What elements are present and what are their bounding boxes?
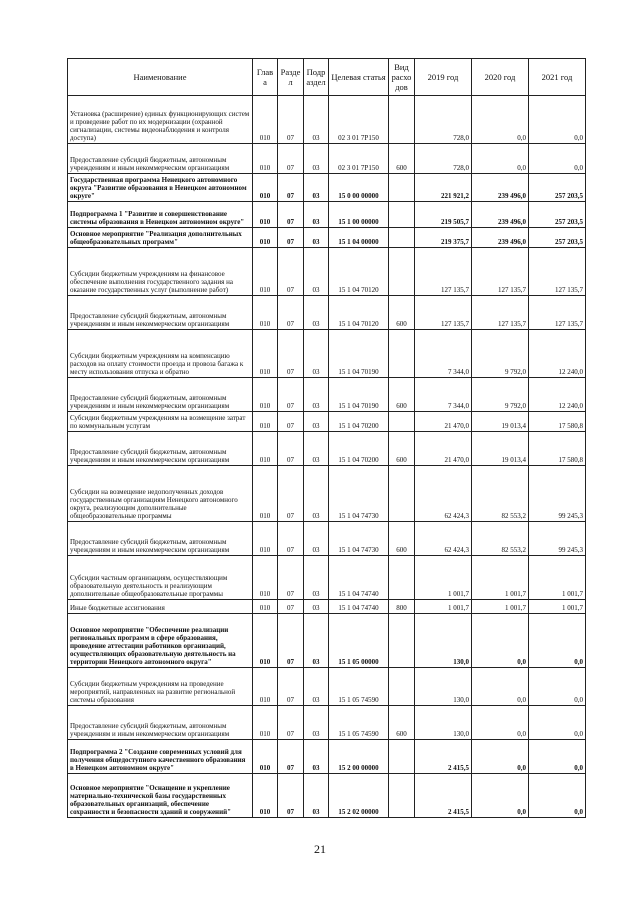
cell-y2019: 130,0 <box>415 614 472 668</box>
cell-name: Субсидии на возмещение недополученных доходов государственным организациям Ненецкого автономного округа, реализующим дополнительные общеобразовательные программы <box>68 466 253 522</box>
cell-y2019: 62 424,3 <box>415 466 472 522</box>
cell-glava: 010 <box>253 522 278 556</box>
cell-name: Субсидии частным организациям, осуществляющим образовательную деятельность и реализующим дополнительные общеобразовательные программы <box>68 556 253 600</box>
table-row <box>68 174 586 202</box>
table-row <box>68 556 586 600</box>
cell-vid: 800 <box>389 600 415 614</box>
cell-vid <box>389 740 415 774</box>
cell-podrazdel: 03 <box>304 144 329 174</box>
cell-target: 15 1 04 00000 <box>329 228 389 248</box>
cell-name: Предоставление субсидий бюджетным, автономным учреждениям и иным некоммерческим организациям <box>68 432 253 466</box>
cell-y2019: 7 344,0 <box>415 378 472 412</box>
cell-podrazdel: 03 <box>304 412 329 432</box>
cell-razdel: 07 <box>278 378 304 412</box>
table-row <box>68 706 586 740</box>
cell-name: Установка (расширение) единых функционирующих систем и проведение работ по их модернизации (охранной сигнализации, системы видеонаблюдения и контроля доступа) <box>68 96 253 144</box>
table-row <box>68 144 586 174</box>
cell-y2019: 1 001,7 <box>415 556 472 600</box>
cell-vid <box>389 412 415 432</box>
cell-vid <box>389 614 415 668</box>
cell-razdel: 07 <box>278 228 304 248</box>
cell-podrazdel: 03 <box>304 330 329 378</box>
cell-razdel: 07 <box>278 96 304 144</box>
cell-y2020: 0,0 <box>472 96 529 144</box>
cell-y2020: 127 135,7 <box>472 248 529 296</box>
cell-target: 02 3 01 7Р150 <box>329 96 389 144</box>
budget-table <box>67 58 586 818</box>
cell-y2020: 9 792,0 <box>472 330 529 378</box>
table-row <box>68 774 586 818</box>
cell-name: Основное мероприятие "Оснащение и укрепление материально-технической базы государственных образовательных организаций, обеспечение сохранности и безопасности зданий и сооружений" <box>68 774 253 818</box>
cell-razdel: 07 <box>278 174 304 202</box>
cell-target: 15 1 04 74730 <box>329 466 389 522</box>
cell-name: Субсидии бюджетным учреждениям на проведение мероприятий, направленных на развитие региональной системы образования <box>68 668 253 706</box>
cell-y2021: 127 135,7 <box>529 248 586 296</box>
cell-y2021: 0,0 <box>529 614 586 668</box>
table-row <box>68 330 586 378</box>
cell-y2020: 1 001,7 <box>472 600 529 614</box>
cell-vid <box>389 96 415 144</box>
cell-glava: 010 <box>253 466 278 522</box>
cell-podrazdel: 03 <box>304 174 329 202</box>
cell-y2020: 19 013,4 <box>472 432 529 466</box>
cell-podrazdel: 03 <box>304 706 329 740</box>
cell-vid <box>389 330 415 378</box>
cell-razdel: 07 <box>278 774 304 818</box>
cell-target: 15 1 04 74740 <box>329 556 389 600</box>
cell-razdel: 07 <box>278 600 304 614</box>
header-2021: 2021 год <box>529 59 586 96</box>
header-target: Целевая статья <box>329 59 389 96</box>
cell-y2020: 82 553,2 <box>472 466 529 522</box>
cell-target: 15 2 00 00000 <box>329 740 389 774</box>
cell-podrazdel: 03 <box>304 432 329 466</box>
cell-target: 15 1 05 74590 <box>329 668 389 706</box>
cell-target: 15 1 05 74590 <box>329 706 389 740</box>
cell-vid: 600 <box>389 144 415 174</box>
header-name: Наименование <box>68 59 253 96</box>
cell-y2019: 62 424,3 <box>415 522 472 556</box>
cell-y2019: 2 415,5 <box>415 740 472 774</box>
table-row <box>68 412 586 432</box>
cell-y2021: 0,0 <box>529 740 586 774</box>
cell-vid <box>389 668 415 706</box>
cell-razdel: 07 <box>278 432 304 466</box>
cell-razdel: 07 <box>278 466 304 522</box>
cell-target: 15 0 00 00000 <box>329 174 389 202</box>
cell-podrazdel: 03 <box>304 248 329 296</box>
cell-razdel: 07 <box>278 668 304 706</box>
cell-vid <box>389 202 415 228</box>
cell-podrazdel: 03 <box>304 296 329 330</box>
cell-y2019: 728,0 <box>415 144 472 174</box>
cell-glava: 010 <box>253 432 278 466</box>
header-vid: Вид расхо дов <box>389 59 415 96</box>
cell-name: Предоставление субсидий бюджетным, автономным учреждениям и иным некоммерческим организациям <box>68 296 253 330</box>
cell-razdel: 07 <box>278 740 304 774</box>
cell-podrazdel: 03 <box>304 774 329 818</box>
cell-glava: 010 <box>253 144 278 174</box>
table-row <box>68 96 586 144</box>
cell-razdel: 07 <box>278 144 304 174</box>
cell-target: 15 1 04 70200 <box>329 432 389 466</box>
cell-podrazdel: 03 <box>304 668 329 706</box>
cell-glava: 010 <box>253 174 278 202</box>
cell-y2021: 257 203,5 <box>529 202 586 228</box>
cell-name: Субсидии бюджетным учреждениям на финансовое обеспечение выполнения государственного задания на оказание государственных услуг (выполнение работ) <box>68 248 253 296</box>
cell-y2021: 17 580,8 <box>529 412 586 432</box>
cell-y2020: 239 496,0 <box>472 202 529 228</box>
cell-vid: 600 <box>389 296 415 330</box>
cell-name: Подпрограмма 2 "Создание современных условий для получения общедоступного качественного образования в Ненецком автономном округе" <box>68 740 253 774</box>
cell-y2019: 219 505,7 <box>415 202 472 228</box>
cell-podrazdel: 03 <box>304 466 329 522</box>
table-row <box>68 522 586 556</box>
table-row <box>68 248 586 296</box>
cell-y2020: 0,0 <box>472 668 529 706</box>
cell-podrazdel: 03 <box>304 556 329 600</box>
cell-vid: 600 <box>389 706 415 740</box>
cell-y2020: 0,0 <box>472 774 529 818</box>
table-header-row <box>68 59 586 96</box>
cell-vid: 600 <box>389 378 415 412</box>
cell-y2019: 21 470,0 <box>415 412 472 432</box>
cell-y2021: 0,0 <box>529 706 586 740</box>
cell-y2021: 0,0 <box>529 144 586 174</box>
cell-target: 15 1 04 70200 <box>329 412 389 432</box>
cell-name: Субсидии бюджетным учреждениям на возмещение затрат по коммунальным услугам <box>68 412 253 432</box>
cell-target: 15 1 04 70120 <box>329 248 389 296</box>
cell-y2019: 127 135,7 <box>415 248 472 296</box>
cell-podrazdel: 03 <box>304 740 329 774</box>
cell-glava: 010 <box>253 614 278 668</box>
cell-name: Основное мероприятие "Обеспечение реализации региональных программ в сфере образования, проведение аттестации работников организаций, осуществляющих образовательную деятельность на территории Ненецкого автономного округа" <box>68 614 253 668</box>
cell-razdel: 07 <box>278 412 304 432</box>
cell-name: Предоставление субсидий бюджетным, автономным учреждениям и иным некоммерческим организациям <box>68 522 253 556</box>
table-body <box>68 96 586 818</box>
cell-y2021: 1 001,7 <box>529 556 586 600</box>
cell-razdel: 07 <box>278 522 304 556</box>
cell-glava: 010 <box>253 330 278 378</box>
cell-target: 15 1 04 74740 <box>329 600 389 614</box>
cell-y2021: 12 240,0 <box>529 378 586 412</box>
cell-target: 15 1 00 00000 <box>329 202 389 228</box>
cell-name: Предоставление субсидий бюджетным, автономным учреждениям и иным некоммерческим организациям <box>68 706 253 740</box>
table-row <box>68 202 586 228</box>
cell-y2020: 19 013,4 <box>472 412 529 432</box>
cell-y2020: 0,0 <box>472 740 529 774</box>
cell-y2021: 257 203,5 <box>529 174 586 202</box>
page-number: 21 <box>314 842 326 856</box>
header-2019: 2019 год <box>415 59 472 96</box>
cell-glava: 010 <box>253 668 278 706</box>
cell-vid <box>389 774 415 818</box>
cell-vid <box>389 228 415 248</box>
cell-name: Подпрограмма 1 "Развитие и совершенствование системы образования в Ненецком автономном округе" <box>68 202 253 228</box>
table-row <box>68 614 586 668</box>
cell-y2019: 2 415,5 <box>415 774 472 818</box>
cell-y2021: 99 245,3 <box>529 522 586 556</box>
cell-glava: 010 <box>253 556 278 600</box>
cell-y2021: 99 245,3 <box>529 466 586 522</box>
cell-vid <box>389 174 415 202</box>
cell-y2019: 728,0 <box>415 96 472 144</box>
cell-podrazdel: 03 <box>304 378 329 412</box>
table-row <box>68 740 586 774</box>
cell-y2021: 17 580,8 <box>529 432 586 466</box>
cell-y2019: 1 001,7 <box>415 600 472 614</box>
cell-y2019: 127 135,7 <box>415 296 472 330</box>
cell-razdel: 07 <box>278 614 304 668</box>
cell-target: 15 1 05 00000 <box>329 614 389 668</box>
cell-y2020: 0,0 <box>472 706 529 740</box>
cell-razdel: 07 <box>278 706 304 740</box>
cell-podrazdel: 03 <box>304 202 329 228</box>
cell-y2021: 12 240,0 <box>529 330 586 378</box>
table-row <box>68 228 586 248</box>
cell-name: Основное мероприятие "Реализация дополнительных общеобразовательных программ" <box>68 228 253 248</box>
table-row <box>68 600 586 614</box>
cell-y2019: 7 344,0 <box>415 330 472 378</box>
cell-y2019: 130,0 <box>415 706 472 740</box>
cell-glava: 010 <box>253 378 278 412</box>
cell-glava: 010 <box>253 600 278 614</box>
cell-target: 15 2 02 00000 <box>329 774 389 818</box>
cell-y2019: 221 921,2 <box>415 174 472 202</box>
cell-podrazdel: 03 <box>304 522 329 556</box>
cell-y2019: 21 470,0 <box>415 432 472 466</box>
cell-glava: 010 <box>253 202 278 228</box>
cell-y2021: 127 135,7 <box>529 296 586 330</box>
cell-y2021: 0,0 <box>529 668 586 706</box>
cell-name: Предоставление субсидий бюджетным, автономным учреждениям и иным некоммерческим организациям <box>68 378 253 412</box>
cell-podrazdel: 03 <box>304 228 329 248</box>
cell-razdel: 07 <box>278 296 304 330</box>
cell-glava: 010 <box>253 706 278 740</box>
cell-vid <box>389 248 415 296</box>
cell-target: 15 1 04 70120 <box>329 296 389 330</box>
cell-y2021: 1 001,7 <box>529 600 586 614</box>
cell-y2020: 0,0 <box>472 614 529 668</box>
cell-razdel: 07 <box>278 556 304 600</box>
cell-y2020: 239 496,0 <box>472 174 529 202</box>
header-2020: 2020 год <box>472 59 529 96</box>
cell-name: Государственная программа Ненецкого автономного округа "Развитие образования в Ненецком автономном округе" <box>68 174 253 202</box>
header-podrazdel: Подр аздел <box>304 59 329 96</box>
cell-name: Предоставление субсидий бюджетным, автономным учреждениям и иным некоммерческим организациям <box>68 144 253 174</box>
cell-glava: 010 <box>253 248 278 296</box>
cell-vid <box>389 466 415 522</box>
table-row <box>68 466 586 522</box>
header-glava: Глав а <box>253 59 278 96</box>
cell-podrazdel: 03 <box>304 614 329 668</box>
cell-vid: 600 <box>389 522 415 556</box>
table-row <box>68 378 586 412</box>
cell-target: 02 3 01 7Р150 <box>329 144 389 174</box>
cell-razdel: 07 <box>278 202 304 228</box>
cell-razdel: 07 <box>278 330 304 378</box>
table-row <box>68 432 586 466</box>
cell-vid: 600 <box>389 432 415 466</box>
cell-y2020: 127 135,7 <box>472 296 529 330</box>
cell-razdel: 07 <box>278 248 304 296</box>
cell-target: 15 1 04 74730 <box>329 522 389 556</box>
table-row <box>68 296 586 330</box>
cell-target: 15 1 04 70190 <box>329 330 389 378</box>
cell-vid <box>389 556 415 600</box>
cell-y2020: 0,0 <box>472 144 529 174</box>
cell-podrazdel: 03 <box>304 96 329 144</box>
cell-name: Иные бюджетные ассигнования <box>68 600 253 614</box>
cell-glava: 010 <box>253 412 278 432</box>
cell-y2020: 82 553,2 <box>472 522 529 556</box>
cell-glava: 010 <box>253 740 278 774</box>
cell-y2021: 0,0 <box>529 96 586 144</box>
cell-name: Субсидии бюджетным учреждениям на компенсацию расходов на оплату стоимости проезда и провоза багажа к месту использования отпуска и обратно <box>68 330 253 378</box>
cell-y2021: 257 203,5 <box>529 228 586 248</box>
cell-y2019: 219 375,7 <box>415 228 472 248</box>
cell-y2020: 9 792,0 <box>472 378 529 412</box>
cell-glava: 010 <box>253 296 278 330</box>
cell-glava: 010 <box>253 774 278 818</box>
table-row <box>68 668 586 706</box>
header-razdel: Разде л <box>278 59 304 96</box>
cell-y2019: 130,0 <box>415 668 472 706</box>
cell-y2020: 239 496,0 <box>472 228 529 248</box>
cell-glava: 010 <box>253 96 278 144</box>
cell-glava: 010 <box>253 228 278 248</box>
cell-target: 15 1 04 70190 <box>329 378 389 412</box>
cell-y2020: 1 001,7 <box>472 556 529 600</box>
cell-y2021: 0,0 <box>529 774 586 818</box>
cell-podrazdel: 03 <box>304 600 329 614</box>
